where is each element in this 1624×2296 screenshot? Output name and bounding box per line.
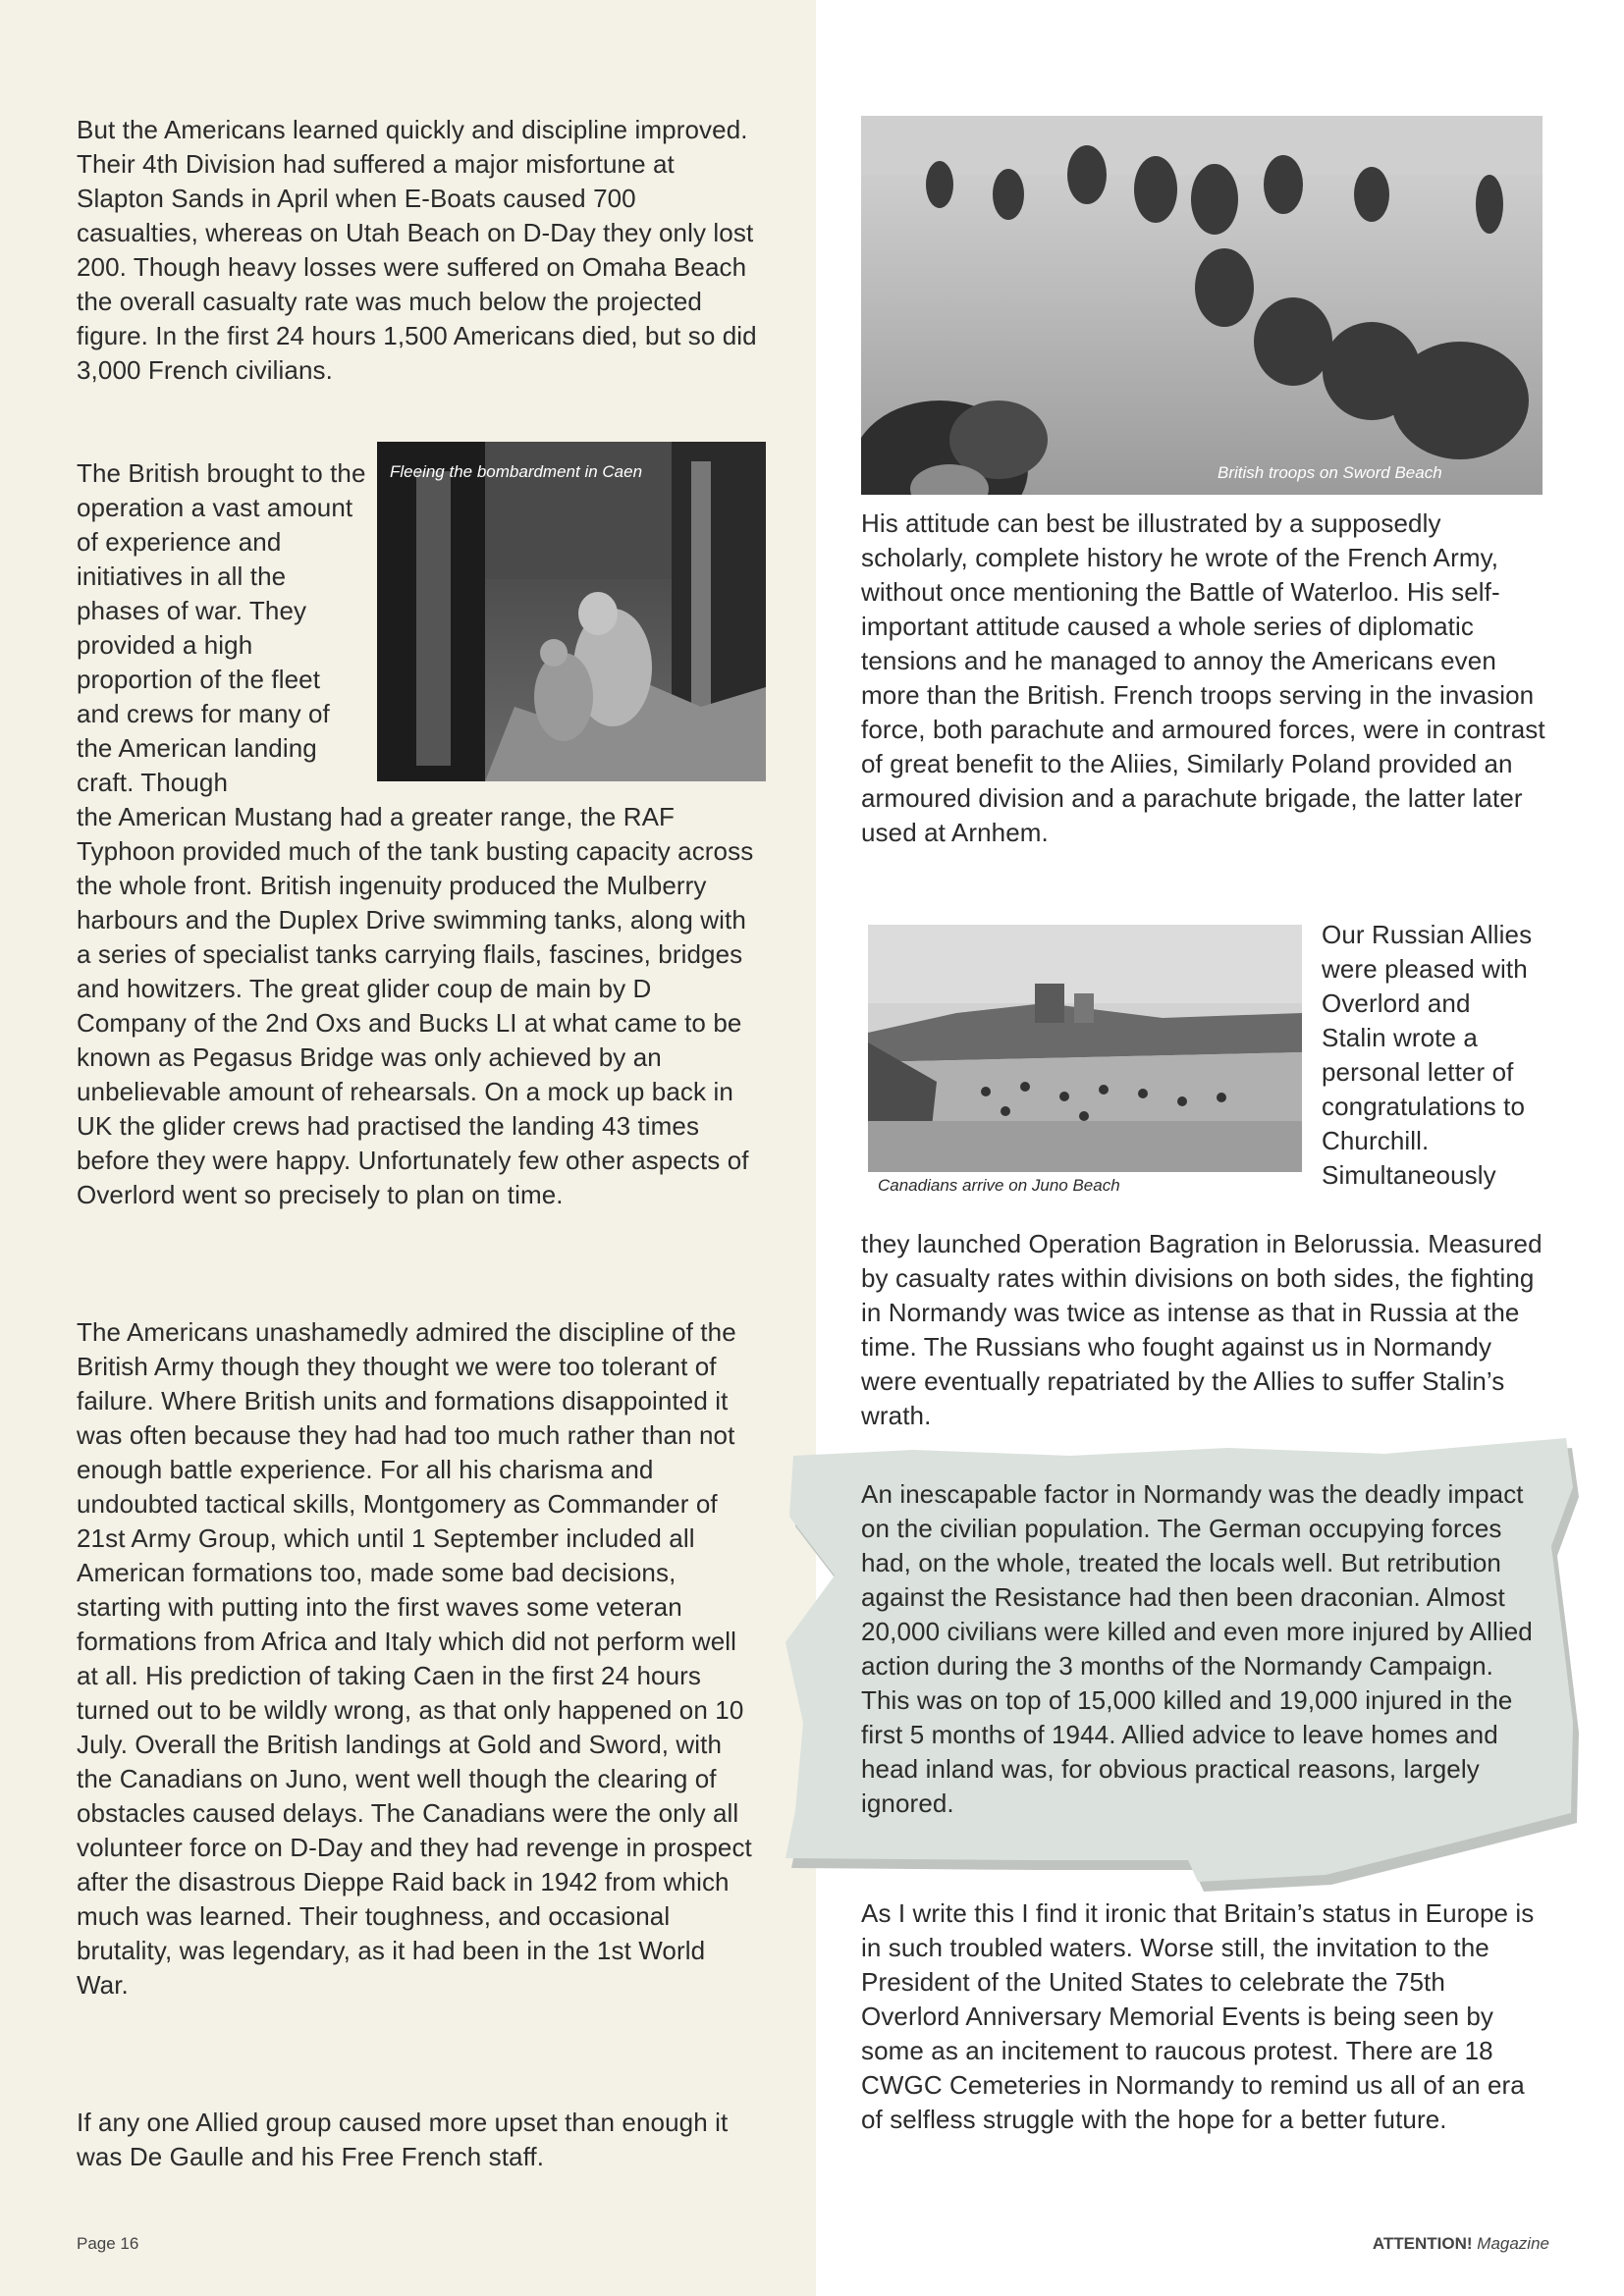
- caption-caen: Fleeing the bombardment in Caen: [390, 462, 643, 481]
- juno-photo-image: [868, 925, 1302, 1172]
- paragraph-de-gaulle: If any one Allied group caused more upset than enough it was De Gaulle and his Free French staff.: [77, 2108, 729, 2171]
- magazine-name-bold: ATTENTION!: [1372, 2234, 1473, 2253]
- magazine-name-italic: Magazine: [1477, 2234, 1549, 2253]
- paragraph-russian-allies: they launched Operation Bagration in Belorussia. Measured by casualty rates within divisions on both sides, the fighting in Normandy was twice as intense as that in Russia at the time. The Russians who fought against us in Normandy were eventually repatriated by the Allies to suffer Stalin’s wrath.: [861, 1229, 1543, 1430]
- sword-photo-image: [861, 116, 1543, 495]
- paragraph-british-contribution-wrap: The British brought to the operation a vast amount of experience and initiatives in all the phases of war. They provided a high proportion of the fleet and crews for many of the American landing craft. Though: [77, 458, 366, 797]
- photo-sword-beach: [861, 116, 1543, 495]
- paragraph-british-contribution: the American Mustang had a greater range, the RAF Typhoon provided much of the tank busting capacity across the whole front. British ingenuity produced the Mulberry harbours and the Duplex Drive swimming tanks, along with a series of specialist tanks carrying flails, fascines, bridges and howitzers. The great glider coup de main by D Company of the 2nd Oxs and Bucks LI at what came to be known as Pegasus Bridge was only achieved by an unbelievable amount of rehearsals. On a mock up back in UK the glider crews had practised the landing 43 times before they were happy. Unfortunately few other aspects of Overlord went so precisely to plan on time.: [77, 802, 754, 1209]
- caption-juno: Canadians arrive on Juno Beach: [878, 1176, 1120, 1195]
- photo-juno-beach: [868, 925, 1302, 1172]
- paragraph-american-discipline: But the Americans learned quickly and discipline improved. Their 4th Division had suffered a major misfortune at Slapton Sands in April when E-Boats caused 700 casualties, whereas on Utah Beach on D-Day they only lost 200. Though heavy losses were suffered on Omaha Beach the overall casualty rate was much below the projected figure. In the first 24 hours 1,500 Americans died, but so did 3,000 French civilians.: [77, 115, 757, 385]
- caption-sword: British troops on Sword Beach: [1218, 463, 1442, 482]
- paragraph-russian-allies-wrap: Our Russian Allies were pleased with Overlord and Stalin wrote a personal letter of congratulations to Churchill. Simultaneously: [1322, 920, 1533, 1190]
- magazine-name: [1373, 2234, 1549, 2254]
- paragraph-conclusion: As I write this I find it ironic that Britain’s status in Europe is in such troubled waters. Worse still, the invitation to the President of the United States to celebrate the 75th Overlord Anniversary Memorial Events is being seen by some as an incitement to raucous protest. There are 18 CWGC Cemeteries in Normandy to remind us all of an era of selfless struggle with the hope for a better future.: [861, 1898, 1535, 2134]
- page-number: Page 16: [77, 2234, 139, 2253]
- paragraph-americans-admired: The Americans unashamedly admired the discipline of the British Army though they thought we were too tolerant of failure. Where British units and formations disappointed it was often because they had had too much rather than not enough battle experience. For all his charisma and undoubted tactical skills, Montgomery as Commander of 21st Army Group, which until 1 September included all American formations too, made some bad decisions, starting with putting into the first waves some veteran formations from Africa and Italy which did not perform well at all. His prediction of taking Caen in the first 24 hours turned out to be wildly wrong, as that only happened on 10 July. Overall the British landings at Gold and Sword, with the Canadians on Juno, went well though the clearing of obstacles caused delays. The Canadians were the only all volunteer force on D-Day and they had revenge in prospect after the disastrous Dieppe Raid back in 1942 from which much was learned. Their toughness, and occasional brutality, was legendary, as it had been in the 1st World War.: [77, 1317, 752, 2000]
- callout-civilian-impact: An inescapable factor in Normandy was the deadly impact on the civilian population. The German occupying forces had, on the whole, treated the locals well. But retribution against the Resistance had then been draconian. Almost 20,000 civilians were killed and even more injured by Allied action during the 3 months of the Normandy Campaign. This was on top of 15,000 killed and 19,000 injured in the first 5 months of 1944. Allied advice to leave homes and head inland was, for obvious practical reasons, largely ignored.: [861, 1479, 1533, 1818]
- caen-photo-image: [377, 442, 766, 781]
- photo-caen-bombardment: [377, 442, 766, 781]
- paragraph-de-gaulle-attitude: His attitude can best be illustrated by a supposedly scholarly, complete history he wrote of the French Army, without once mentioning the Battle of Waterloo. His self- important attitude caused a whole series of diplomatic tensions and he managed to annoy the Americans even more than the British. French troops serving in the invasion force, both parachute and armoured forces, were in contrast of great benefit to the Aliies, Similarly Poland provided an armoured division and a parachute brigade, the latter later used at Arnhem.: [861, 508, 1545, 847]
